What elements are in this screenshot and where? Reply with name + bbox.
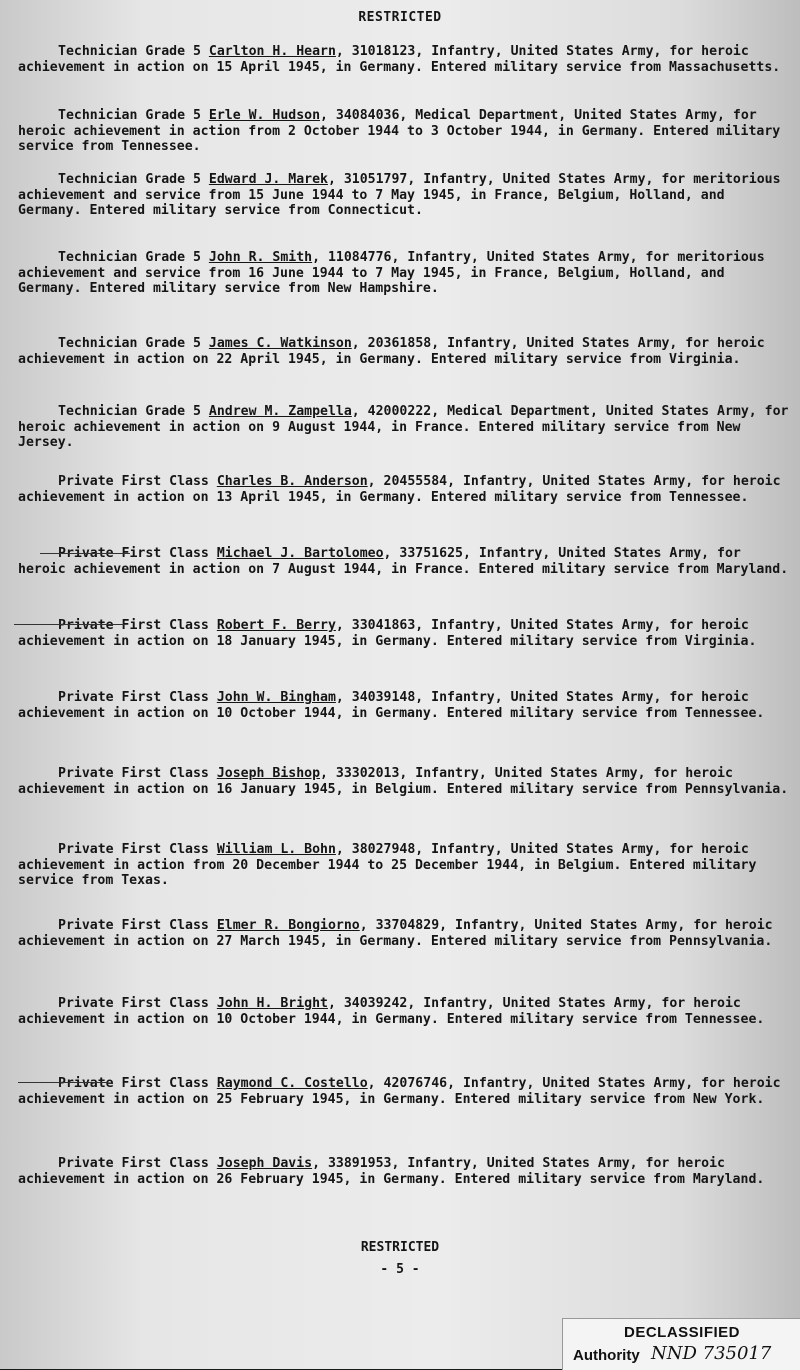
margin-mark xyxy=(18,1082,108,1083)
citation-entry xyxy=(18,44,790,75)
soldier-name: Erle W. Hudson xyxy=(208,108,321,123)
citation-text: , 33751625, Infantry, United States Army, for heroic achievement in action on 7 August 1944, in France. Entered military service from Maryland. xyxy=(18,546,789,577)
rank: Private First Class xyxy=(58,546,209,561)
citation-text: , 42076746, Infantry, United States Army, for heroic achievement in action on 25 February 1945, in Germany. Entered military service from New York. xyxy=(18,1076,781,1107)
declassified-stamp xyxy=(562,1318,800,1370)
rank: Private First Class xyxy=(58,766,209,781)
rank: Private First Class xyxy=(58,1156,209,1171)
citation-entry xyxy=(18,546,790,577)
citation-text: , 31051797, Infantry, United States Army, for meritorious achievement and service from 15 June 1944 to 7 May 1945, in France, Belgium, Holland, and Germany. Entered military service from Connecticut. xyxy=(18,172,781,218)
rank: Technician Grade 5 xyxy=(58,250,201,265)
rank: Technician Grade 5 xyxy=(58,108,201,123)
soldier-name: Joseph Bishop xyxy=(216,766,321,781)
citation-entry xyxy=(18,1076,790,1107)
citation-entry xyxy=(18,250,790,297)
citation-entry xyxy=(18,474,790,505)
rank: Technician Grade 5 xyxy=(58,336,201,351)
citation-text: , 11084776, Infantry, United States Army, for meritorious achievement and service from 16 June 1944 to 7 May 1945, in France, Belgium, Holland, and Germany. Entered military service from New Hampshire. xyxy=(18,250,765,296)
soldier-name: Robert F. Berry xyxy=(216,618,336,633)
rank: Technician Grade 5 xyxy=(58,44,201,59)
citation-entry xyxy=(18,404,790,451)
rank: Private First Class xyxy=(58,918,209,933)
soldier-name: William L. Bohn xyxy=(216,842,336,857)
soldier-name: John H. Bright xyxy=(216,996,328,1011)
classification-footer: RESTRICTED xyxy=(360,1240,440,1255)
soldier-name: Elmer R. Bongiorno xyxy=(216,918,360,933)
soldier-name: Michael J. Bartolomeo xyxy=(216,546,384,561)
soldier-name: Charles B. Anderson xyxy=(216,474,368,489)
citation-text: , 20361858, Infantry, United States Army, for heroic achievement in action on 22 April 1945, in Germany. Entered military service from Virginia. xyxy=(18,336,765,367)
soldier-name: Carlton H. Hearn xyxy=(208,44,336,59)
rank: Technician Grade 5 xyxy=(58,172,201,187)
citation-entry xyxy=(18,766,790,797)
citation-entry xyxy=(18,842,790,889)
soldier-name: Joseph Davis xyxy=(216,1156,313,1171)
citation-entry xyxy=(18,1156,790,1187)
rank: Technician Grade 5 xyxy=(58,404,201,419)
soldier-name: James C. Watkinson xyxy=(208,336,352,351)
margin-mark xyxy=(40,553,130,554)
rank: Private First Class xyxy=(58,618,209,633)
stamp-authority-value: NND 735017 xyxy=(651,1343,772,1364)
citation-text: , 33704829, Infantry, United States Army, for heroic achievement in action on 27 March 1945, in Germany. Entered military service from Pennsylvania. xyxy=(18,918,773,949)
stamp-authority-label: Authority xyxy=(573,1347,640,1364)
citation-text: , 31018123, Infantry, United States Army, for heroic achievement in action on 15 April 1945, in Germany. Entered military service from Massachusetts. xyxy=(18,44,781,75)
citation-text: , 20455584, Infantry, United States Army, for heroic achievement in action on 13 April 1945, in Germany. Entered military service from Tennessee. xyxy=(18,474,781,505)
citation-text: , 42000222, Medical Department, United States Army, for heroic achievement in action on 9 August 1944, in France. Entered military service from New Jersey. xyxy=(18,404,789,450)
citation-entry xyxy=(18,918,790,949)
citation-entry xyxy=(18,108,790,155)
citation-entry xyxy=(18,336,790,367)
citation-entry xyxy=(18,618,790,649)
soldier-name: Andrew M. Zampella xyxy=(208,404,352,419)
citation-text: , 33302013, Infantry, United States Army, for heroic achievement in action on 16 January 1945, in Belgium. Entered military service from Pennsylvania. xyxy=(18,766,789,797)
citation-entry xyxy=(18,690,790,721)
rank: Private First Class xyxy=(58,996,209,1011)
soldier-name: Edward J. Marek xyxy=(208,172,328,187)
rank: Private First Class xyxy=(58,690,209,705)
soldier-name: John R. Smith xyxy=(208,250,313,265)
soldier-name: John W. Bingham xyxy=(216,690,336,705)
citation-text: , 33891953, Infantry, United States Army, for heroic achievement in action on 26 February 1945, in Germany. Entered military service from Maryland. xyxy=(18,1156,765,1187)
citation-text: , 34039242, Infantry, United States Army, for heroic achievement in action on 10 October 1944, in Germany. Entered military service from Tennessee. xyxy=(18,996,765,1027)
margin-mark xyxy=(14,624,124,625)
rank: Private First Class xyxy=(58,842,209,857)
citation-text: , 34039148, Infantry, United States Army, for heroic achievement in action on 10 October 1944, in Germany. Entered military service from Tennessee. xyxy=(18,690,765,721)
citation-entry xyxy=(18,996,790,1027)
rank: Private First Class xyxy=(58,474,209,489)
soldier-name: Raymond C. Costello xyxy=(216,1076,368,1091)
page-number: - 5 - xyxy=(380,1262,420,1277)
citation-text: , 38027948, Infantry, United States Army, for heroic achievement in action from 20 December 1944 to 25 December 1944, in Belgium. Entered military service from Texas. xyxy=(18,842,757,888)
rank: Private First Class xyxy=(58,1076,209,1091)
citation-entry xyxy=(18,172,790,219)
citation-text: , 34084036, Medical Department, United States Army, for heroic achievement in action from 2 October 1944 to 3 October 1944, in Germany. Entered military service from Tennessee. xyxy=(18,108,781,154)
classification-header: RESTRICTED xyxy=(358,10,442,25)
stamp-title: DECLASSIFIED xyxy=(623,1324,740,1341)
citation-text: , 33041863, Infantry, United States Army, for heroic achievement in action on 18 January 1945, in Germany. Entered military service from Virginia. xyxy=(18,618,757,649)
